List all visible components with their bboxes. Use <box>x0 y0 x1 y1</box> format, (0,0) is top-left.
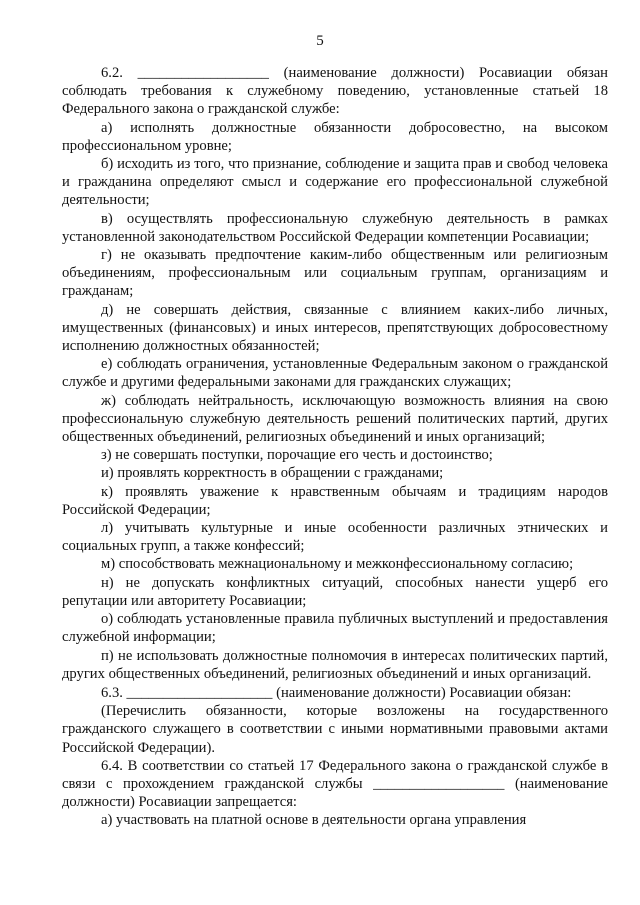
item-6-2-n: н) не допускать конфликтных ситуаций, способных нанести ущерб его репутации или авторитету Росавиации; <box>62 574 608 609</box>
item-6-2-z: з) не совершать поступки, порочащие его честь и достоинство; <box>101 447 493 464</box>
paragraph-6-3: 6.3. ____________________ (наименование должности) Росавиации обязан: <box>101 684 572 701</box>
item-6-2-e: е) соблюдать ограничения, установленные Федеральным законом о гражданской службе и другими федеральными законами для гражданских служащих; <box>62 356 608 391</box>
item-6-4-a: а) участвовать на платной основе в деятельности органа управления <box>101 812 527 829</box>
document-body <box>62 64 608 830</box>
paragraph-6-4: 6.4. В соответствии со статьей 17 Федерального закона о гражданской службе в связи с прохождением гражданской службы __________________ (наименование должности) Росавиации запрещается: <box>62 757 608 811</box>
item-6-2-k: к) проявлять уважение к нравственным обычаям и традициям народов Российской Федерации; <box>62 483 608 518</box>
item-6-2-i: и) проявлять корректность в обращении с гражданами; <box>101 465 444 482</box>
item-6-2-o: о) соблюдать установленные правила публичных выступлений и предоставления служебной информации; <box>62 611 608 646</box>
item-6-2-v: в) осуществлять профессиональную служебную деятельность в рамках установленной законодательством Российской Федерации компетенции Росавиации; <box>62 210 608 245</box>
item-6-2-b: б) исходить из того, что признание, соблюдение и защита прав и свобод человека и гражданина определяют смысл и содержание его профессиональной служебной деятельности; <box>62 156 608 209</box>
paragraph-6-3-note: (Перечислить обязанности, которые возложены на государственного гражданского служащего в соответствии с иными нормативными правовыми актами Российской Федерации). <box>62 703 608 756</box>
item-6-2-zh: ж) соблюдать нейтральность, исключающую возможность влияния на свою профессиональную служебную деятельность решений политических партий, других общественных объединений, религиозных объединений и иных организаций; <box>62 392 608 446</box>
item-6-2-g: г) не оказывать предпочтение каким-либо общественным или религиозным объединениям, профессиональным или социальным группам, организациям и гражданам; <box>62 247 608 300</box>
item-6-2-l: л) учитывать культурные и иные особенности различных этнических и социальных групп, а также конфессий; <box>62 520 608 555</box>
paragraph-6-2: 6.2. __________________ (наименование должности) Росавиации обязан соблюдать требования к служебному поведению, установленные статьей 18 Федерального закона о гражданской службе: <box>62 65 608 118</box>
page-number: 5 <box>316 33 324 49</box>
item-6-2-m: м) способствовать межнациональному и межконфессиональному согласию; <box>101 556 574 573</box>
item-6-2-a: а) исполнять должностные обязанности добросовестно, на высоком профессиональном уровне; <box>62 119 608 154</box>
item-6-2-d: д) не совершать действия, связанные с влиянием каких-либо личных, имущественных (финансовых) и иных интересов, препятствующих добросовестному исполнению должностных обязанностей; <box>62 301 608 355</box>
item-6-2-p: п) не использовать должностные полномочия в интересах политических партий, других общественных объединений, религиозных объединений и иных организаций. <box>62 647 608 682</box>
